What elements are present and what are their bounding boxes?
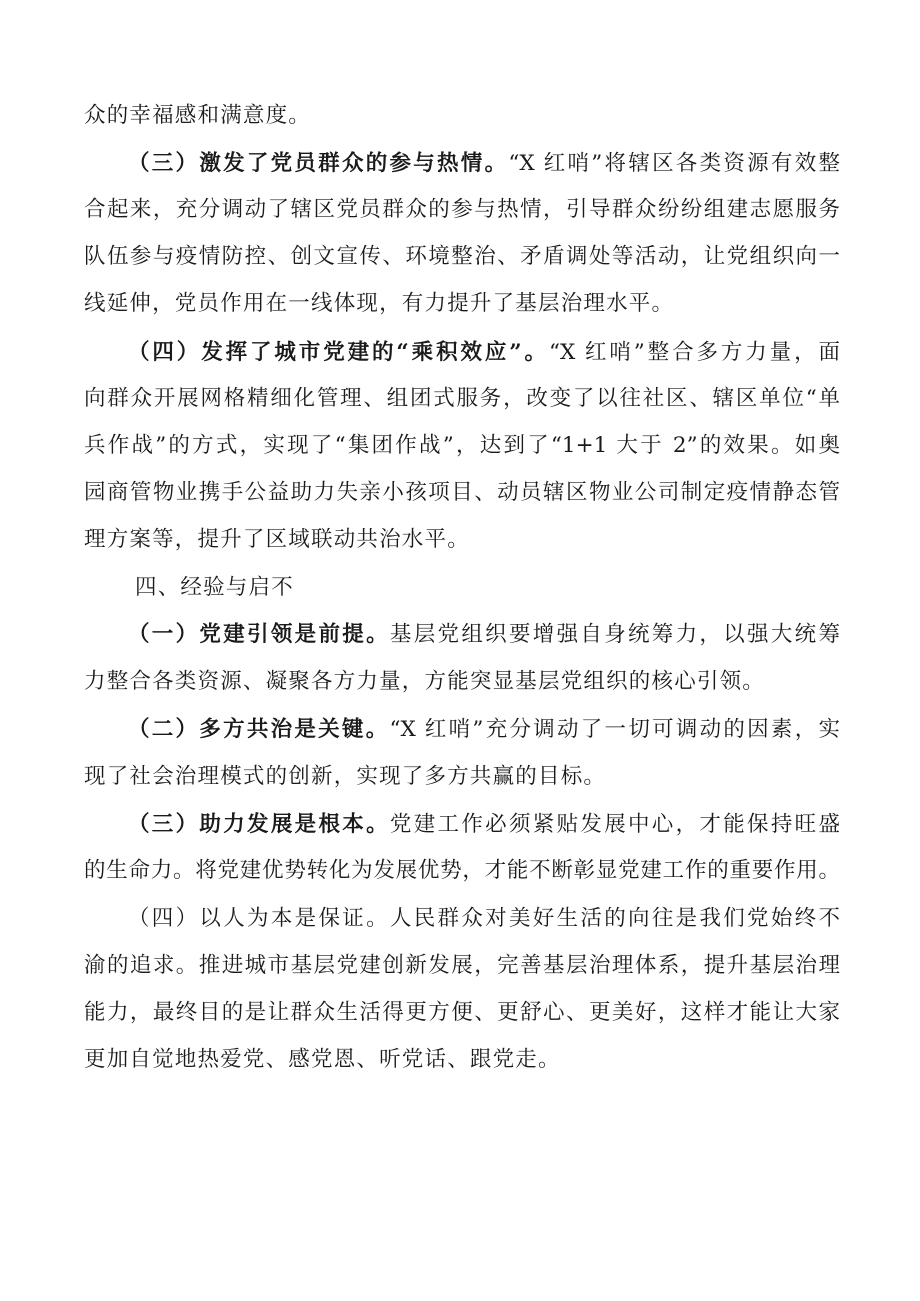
paragraph-line — [84, 1040, 840, 1080]
line-text: 更加自觉地热爱党、感党恩、听党话、跟党走。 — [84, 1047, 561, 1072]
line-text: 队伍参与疫情防控、创文宣传、环境整治、矛盾调处等活动，让党组织向一 — [84, 244, 840, 269]
paragraph-line — [84, 946, 840, 986]
paragraph-heading-line — [128, 333, 840, 373]
paragraph-line — [84, 993, 840, 1033]
line-text: 能力，最终目的是让群众生活得更方便、更舒心、更美好，这样才能让大家 — [84, 1000, 840, 1025]
line-text: 的生命力。将党建优势转化为发展优势，才能不断彰显党建工作的重要作用。 — [84, 858, 840, 883]
paragraph-heading: （四）发挥了城市党建的“乘积效应”。 — [128, 340, 549, 365]
line-text: 基层党组织要增强自身统筹力，以强大统筹 — [389, 622, 840, 647]
paragraph-line — [84, 473, 840, 513]
paragraph-heading-line — [128, 615, 840, 655]
line-text: 线延伸，党员作用在一线体现，有力提升了基层治理水平。 — [84, 291, 675, 316]
paragraph-line — [84, 190, 840, 230]
line-text: “X 红哨”充分调动了一切可调动的因素，实 — [389, 717, 840, 742]
line-text: “X 红哨”将辖区各类资源有效整 — [508, 151, 840, 176]
paragraph-line — [84, 379, 840, 419]
line-text: 向群众开展网格精细化管理、组团式服务，改变了以往社区、辖区单位“单 — [84, 386, 840, 411]
line-text: “X 红哨”整合多方力量，面 — [548, 340, 840, 365]
paragraph-line — [84, 426, 840, 466]
line-text: 力整合各类资源、凝聚各方力量，方能突显基层党组织的核心引领。 — [84, 669, 766, 694]
paragraph-line — [84, 237, 840, 277]
section-heading — [135, 568, 840, 608]
paragraph-heading: （一）党建引领是前提。 — [128, 622, 390, 647]
line-text: 众的幸福感和满意度。 — [84, 103, 312, 128]
paragraph-line — [84, 96, 840, 136]
line-text: 合起来，充分调动了辖区党员群众的参与热情，引导群众纷纷组建志愿服务 — [84, 197, 840, 222]
paragraph-line — [84, 662, 840, 702]
line-text: （四）以人为本是保证。人民群众对美好生活的向往是我们党始终不 — [128, 906, 840, 931]
paragraph-line — [84, 284, 840, 324]
paragraph-heading: （三）激发了党员群众的参与热情。 — [128, 151, 509, 176]
line-text: 渝的追求。推进城市基层党建创新发展，完善基层治理体系，提升基层治理 — [84, 953, 840, 978]
paragraph-heading: （三）助力发展是根本。 — [128, 812, 390, 837]
line-text: 现了社会治理模式的创新，实现了多方共赢的目标。 — [84, 764, 607, 789]
paragraph-heading-line — [128, 805, 840, 845]
line-text: 党建工作必须紧贴发展中心，才能保持旺盛 — [389, 812, 840, 837]
paragraph-heading: （二）多方共治是关键。 — [128, 717, 390, 742]
paragraph-heading-line — [128, 710, 840, 750]
line-text: 园商管物业携手公益助力失亲小孩项目、动员辖区物业公司制定疫情静态管 — [84, 480, 840, 505]
line-text: 理方案等，提升了区域联动共治水平。 — [84, 527, 470, 552]
paragraph-line — [128, 899, 840, 939]
paragraph-line — [84, 851, 840, 891]
paragraph-heading-line — [128, 144, 840, 184]
paragraph-line — [84, 520, 840, 560]
section-heading-text: 四、经验与启不 — [135, 575, 294, 600]
paragraph-line — [84, 757, 840, 797]
line-text: 兵作战”的方式，实现了“集团作战”，达到了“1+1 大于 2”的效果。如奥 — [84, 433, 840, 458]
